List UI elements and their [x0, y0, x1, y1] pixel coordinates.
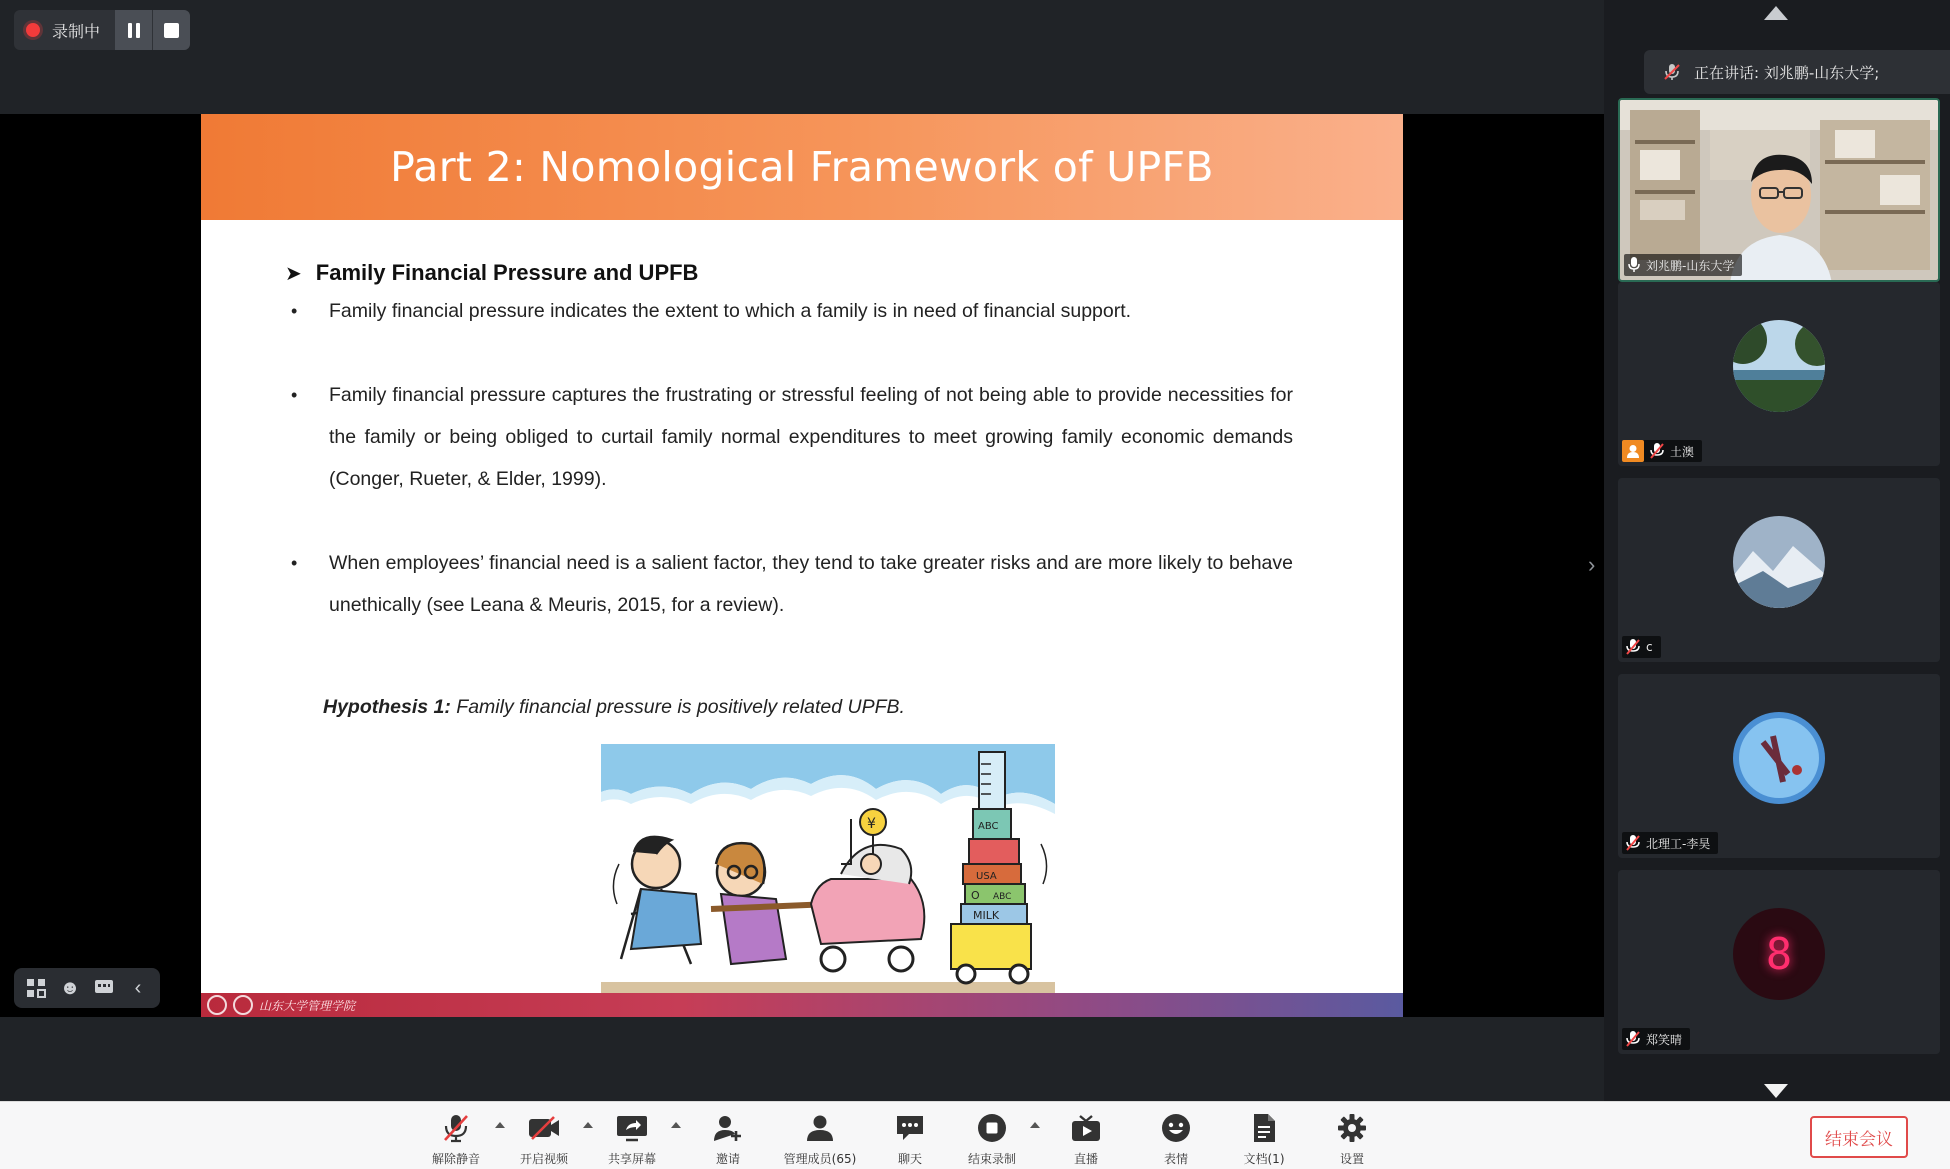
end-recording-label: 结束录制 [967, 1152, 1016, 1166]
hypothesis-text: Family financial pressure is positively related UPFB. [450, 696, 905, 718]
live-stream-label: 直播 [1073, 1152, 1098, 1166]
svg-text:ABC: ABC [978, 821, 999, 832]
slide-header [201, 114, 1403, 220]
pause-recording-button[interactable] [114, 10, 152, 50]
next-page-arrow-icon[interactable]: › [1588, 552, 1596, 577]
mic-muted-icon [1626, 1031, 1640, 1047]
participant-video-tile[interactable] [1618, 282, 1940, 466]
participant-name: 郑笑晴 [1646, 1032, 1683, 1047]
start-video-button[interactable] [506, 1112, 582, 1167]
university-logo [207, 995, 355, 1015]
unmute-button[interactable] [418, 1112, 494, 1167]
camera-off-icon [528, 1115, 560, 1141]
bullet-point: • Family financial pressure captures the frustrating or stressful feeling of not being able to provide necessities for the family or being obliged to curtail family normal expenditures to meet growing family economic demands (Conger, Rueter, & Elder, 1999). [329, 374, 1293, 500]
chat-icon [895, 1114, 925, 1142]
end-recording-button[interactable] [954, 1112, 1030, 1167]
share-screen-button[interactable] [594, 1112, 670, 1167]
footer-logo-text: 山东大学管理学院 [259, 998, 356, 1013]
university-seal-icon [207, 995, 227, 1015]
recording-options-caret-icon[interactable] [1030, 1122, 1040, 1128]
documents-button[interactable] [1226, 1112, 1302, 1167]
document-icon [1252, 1113, 1276, 1143]
mic-muted-icon [442, 1113, 470, 1143]
recording-control [14, 10, 190, 50]
presentation-slide [201, 114, 1403, 1017]
participant-name: 土澳 [1670, 444, 1695, 459]
settings-button[interactable] [1314, 1112, 1390, 1167]
mic-muted-icon [1626, 639, 1640, 655]
participant-video-tile[interactable] [1618, 98, 1940, 282]
participant-video-tile[interactable] [1618, 870, 1940, 1054]
start-video-label: 开启视频 [519, 1152, 568, 1166]
mic-on-icon [1628, 257, 1640, 273]
participant-name: 北理工-李昊 [1646, 836, 1711, 851]
participant-name-label [1622, 1028, 1690, 1050]
end-meeting-button[interactable]: 结束会议 [1810, 1116, 1908, 1158]
participant-video-tile[interactable] [1618, 478, 1940, 662]
pause-icon [128, 23, 140, 38]
slide-body [201, 220, 1403, 993]
svg-text:¥: ¥ [867, 816, 876, 832]
participant-name-label [1622, 832, 1718, 854]
avatar [1733, 320, 1825, 412]
danmaku-icon[interactable] [92, 976, 116, 1000]
hypothesis-label: Hypothesis 1: [323, 696, 451, 718]
recording-dot-icon [26, 23, 40, 37]
mic-muted-icon [1650, 443, 1664, 459]
slide-title: Part 2: Nomological Framework of UPFB [390, 143, 1214, 191]
scroll-up-arrow-icon[interactable] [1764, 6, 1788, 20]
avatar [1733, 908, 1825, 1000]
live-stream-icon [1071, 1114, 1101, 1142]
svg-text:ABC: ABC [993, 892, 1012, 902]
recording-status-label: 录制中 [52, 21, 101, 41]
audio-options-caret-icon[interactable] [495, 1122, 505, 1128]
hypothesis [323, 696, 905, 719]
layout-grid-icon[interactable] [24, 976, 48, 1000]
participant-name-label [1622, 440, 1702, 462]
documents-label: 文档(1) [1243, 1152, 1285, 1166]
svg-text:MILK: MILK [973, 909, 1000, 922]
school-seal-icon [233, 995, 253, 1015]
share-view-tools [14, 968, 160, 1008]
video-options-caret-icon[interactable] [583, 1122, 593, 1128]
participants-icon [805, 1114, 835, 1142]
invite-user-icon [713, 1114, 743, 1142]
gear-icon [1337, 1113, 1367, 1143]
scroll-down-arrow-icon[interactable] [1764, 1084, 1788, 1098]
participant-name: 刘兆鹏-山东大学 [1646, 258, 1735, 273]
share-screen-label: 共享屏幕 [607, 1152, 656, 1166]
svg-text:O: O [971, 889, 980, 902]
svg-text:USA: USA [976, 871, 997, 882]
share-options-caret-icon[interactable] [671, 1122, 681, 1128]
now-speaking-banner [1644, 50, 1950, 94]
section-heading-text: Family Financial Pressure and UPFB [315, 260, 699, 285]
avatar [1733, 516, 1825, 608]
live-stream-button[interactable] [1048, 1112, 1124, 1167]
mic-muted-icon [1626, 835, 1640, 851]
share-screen-icon [616, 1114, 648, 1142]
meeting-toolbar [0, 1101, 1950, 1169]
participant-video-tile[interactable] [1618, 674, 1940, 858]
emoji-icon[interactable]: ☻ [59, 976, 81, 999]
stop-recording-icon [977, 1113, 1007, 1143]
reactions-button[interactable] [1138, 1112, 1214, 1167]
avatar-digit: 8 [1765, 928, 1793, 980]
shared-screen [0, 114, 1604, 1017]
family-pressure-cartoon [601, 744, 1055, 994]
participant-name: c [1646, 640, 1653, 654]
chat-label: 聊天 [897, 1152, 922, 1166]
emoji-icon [1161, 1113, 1191, 1143]
stop-recording-button[interactable] [152, 10, 190, 50]
bullet-point: • Family financial pressure indicates the extent to which a family is in need of financial support. [329, 290, 1293, 332]
manage-participants-label: 管理成员(65) [783, 1152, 857, 1166]
avatar [1733, 712, 1825, 804]
participant-panel [1604, 0, 1950, 1101]
collapse-arrow-icon[interactable]: ‹ [134, 976, 142, 999]
bullet-point: • When employees’ financial need is a salient factor, they tend to take greater risks and are more likely to behave unethically (see Leana & Meuris, 2015, for a review). [329, 542, 1293, 626]
slide-footer [201, 993, 1403, 1017]
mic-muted-icon [1664, 63, 1680, 81]
settings-label: 设置 [1339, 1152, 1364, 1166]
recording-status [14, 10, 114, 50]
now-speaking-text: 正在讲话: 刘兆鹏-山东大学; [1694, 63, 1880, 82]
participant-name-label [1622, 636, 1661, 658]
unmute-label: 解除静音 [431, 1152, 480, 1166]
section-heading [285, 260, 698, 286]
manage-participants-button[interactable] [782, 1112, 858, 1167]
reactions-label: 表情 [1163, 1152, 1188, 1166]
stop-icon [164, 23, 179, 38]
invite-label: 邀请 [715, 1152, 740, 1166]
host-badge-icon [1622, 440, 1644, 462]
arrow-bullet-icon: ➤ [285, 262, 302, 285]
participant-name-label [1624, 254, 1742, 276]
chat-button[interactable] [872, 1112, 948, 1167]
invite-button[interactable] [690, 1112, 766, 1167]
